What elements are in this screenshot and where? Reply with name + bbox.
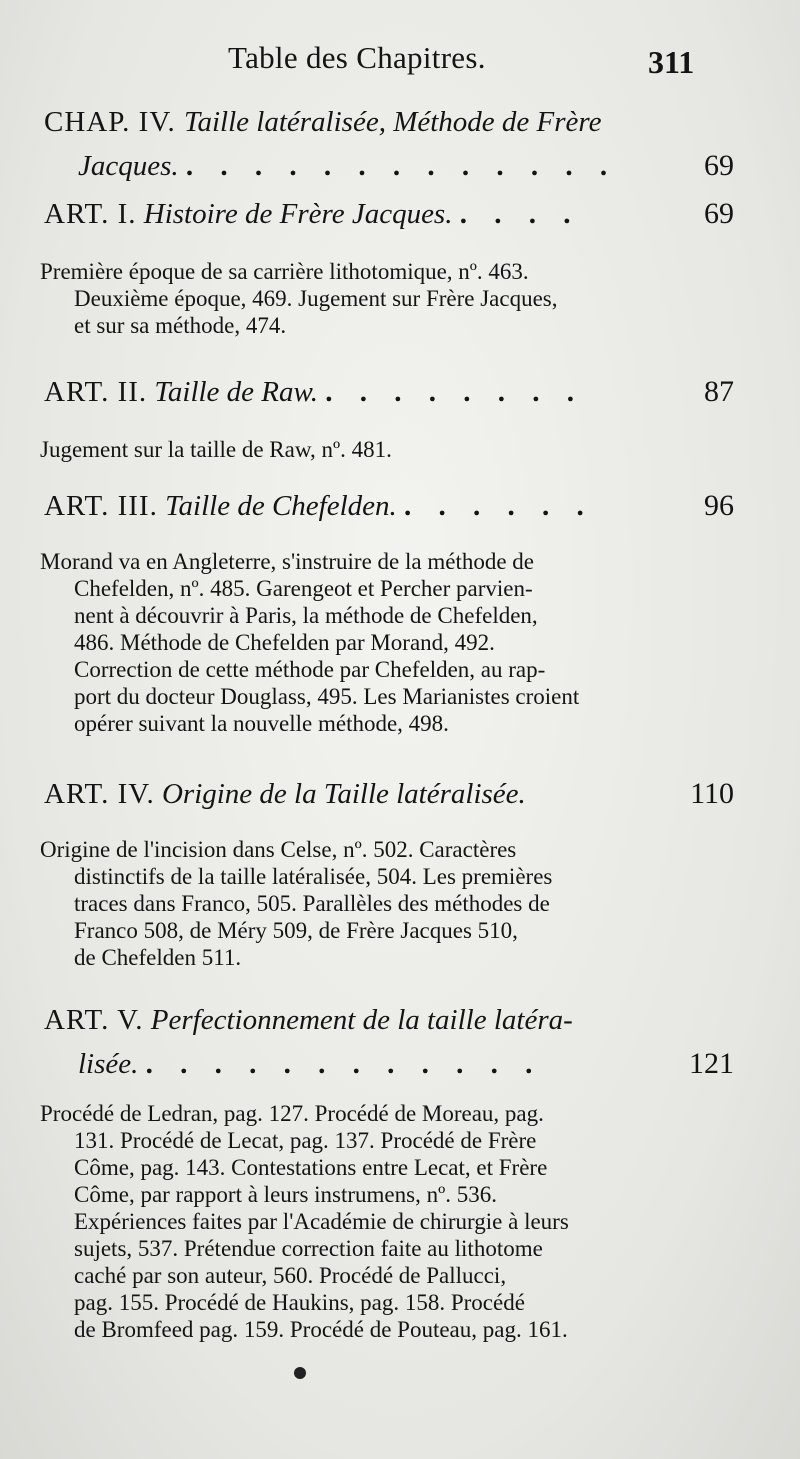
ink-dot bbox=[294, 1367, 306, 1379]
article-heading-5 bbox=[44, 998, 734, 1086]
leader-dots: . . . . bbox=[459, 198, 581, 230]
article-page-ref: 96 bbox=[704, 489, 734, 522]
article-summary-3 bbox=[40, 548, 740, 737]
summary-line: distinctifs de la taille latéralisée, 504. Les premières bbox=[74, 864, 553, 889]
article-summary-5 bbox=[40, 1100, 740, 1343]
summary-line: pag. 155. Procédé de Haukins, pag. 158. Procédé bbox=[74, 1290, 525, 1315]
summary-line: Côme, pag. 143. Contestations entre Lecat, et Frère bbox=[74, 1155, 548, 1180]
article-heading-4 bbox=[44, 772, 734, 816]
article-title: Histoire de Frère Jacques. bbox=[143, 198, 453, 230]
summary-line: traces dans Franco, 505. Parallèles des méthodes de bbox=[74, 891, 550, 916]
article-title: Perfectionnement de la taille latéra- bbox=[150, 1004, 573, 1036]
article-page-ref: 69 bbox=[704, 197, 734, 230]
leader-dots: . . . . . . . . . . . . . bbox=[185, 150, 618, 182]
chapter-heading bbox=[44, 100, 734, 188]
summary-line: Correction de cette méthode par Chefelden, au rap- bbox=[74, 657, 546, 682]
article-title: Origine de la Taille latéralisée. bbox=[161, 778, 526, 810]
summary-line: de Chefelden 511. bbox=[74, 945, 242, 970]
chapter-title: Taille latéralisée, Méthode de Frère bbox=[184, 106, 602, 138]
summary-line: 131. Procédé de Lecat, pag. 137. Procédé de Frère bbox=[74, 1128, 537, 1153]
article-label: ART. I. bbox=[44, 198, 137, 230]
summary-line: Jugement sur la taille de Raw, nº. 481. bbox=[40, 437, 392, 462]
summary-line: 486. Méthode de Chefelden par Morand, 492. bbox=[74, 630, 495, 655]
page-header bbox=[0, 34, 800, 84]
leader-dots: . . . . . . . . bbox=[325, 376, 584, 408]
article-label: ART. II. bbox=[44, 376, 148, 408]
chapter-title-cont: Jacques. . . . . . . . . . . . . . bbox=[78, 150, 618, 182]
summary-line: sujets, 537. Prétendue correction faite au lithotome bbox=[74, 1236, 543, 1261]
summary-line: Morand va en Angleterre, s'instruire de la méthode de bbox=[40, 549, 535, 574]
summary-line: Deuxième époque, 469. Jugement sur Frère Jacques, bbox=[74, 286, 558, 311]
summary-line: Côme, par rapport à leurs instrumens, nº. 536. bbox=[74, 1182, 497, 1207]
summary-line: Chefelden, nº. 485. Garengeot et Percher parvien- bbox=[74, 576, 533, 601]
summary-line: nent à découvrir à Paris, la méthode de Chefelden, bbox=[74, 603, 538, 628]
article-label: ART. IV. bbox=[44, 778, 155, 810]
article-page-ref: 110 bbox=[690, 777, 734, 810]
summary-line: caché par son auteur, 560. Procédé de Pallucci, bbox=[74, 1263, 507, 1288]
article-label: ART. V. bbox=[44, 1004, 144, 1036]
article-summary-2 bbox=[40, 436, 740, 463]
leader-dots: . . . . . . . . . . . . bbox=[145, 1048, 543, 1080]
chapter-page-ref: 69 bbox=[704, 149, 734, 182]
article-page-ref: 121 bbox=[689, 1047, 734, 1080]
article-page-ref: 87 bbox=[704, 375, 734, 408]
article-label: ART. III. bbox=[44, 490, 158, 522]
article-title: Taille de Chefelden. bbox=[165, 490, 397, 522]
summary-line: opérer suivant la nouvelle méthode, 498. bbox=[74, 711, 449, 736]
page-number: 311 bbox=[648, 44, 695, 80]
leader-dots: . . . . . . bbox=[404, 490, 594, 522]
summary-line: et sur sa méthode, 474. bbox=[74, 313, 287, 338]
article-summary-4 bbox=[40, 836, 740, 971]
summary-line: Première époque de sa carrière lithotomique, nº. 463. bbox=[40, 259, 529, 284]
summary-line: port du docteur Douglass, 495. Les Marianistes croient bbox=[74, 684, 580, 709]
summary-line: Origine de l'incision dans Celse, nº. 502. Caractères bbox=[40, 837, 517, 862]
summary-line: Procédé de Ledran, pag. 127. Procédé de Moreau, pag. bbox=[40, 1101, 544, 1126]
summary-line: de Bromfeed pag. 159. Procédé de Pouteau, pag. 161. bbox=[74, 1317, 568, 1342]
chapter-label: CHAP. IV. bbox=[44, 106, 176, 138]
article-heading-3 bbox=[44, 484, 734, 528]
article-heading-2 bbox=[44, 370, 734, 414]
article-title: Taille de Raw. bbox=[154, 376, 318, 408]
article-summary-1 bbox=[40, 258, 740, 339]
article-title-cont: lisée. . . . . . . . . . . . . bbox=[78, 1048, 543, 1080]
summary-line: Expériences faites par l'Académie de chirurgie à leurs bbox=[74, 1209, 569, 1234]
running-title: Table des Chapitres. bbox=[228, 40, 486, 75]
summary-line: Franco 508, de Méry 509, de Frère Jacques 510, bbox=[74, 918, 518, 943]
article-heading-1 bbox=[44, 192, 734, 236]
